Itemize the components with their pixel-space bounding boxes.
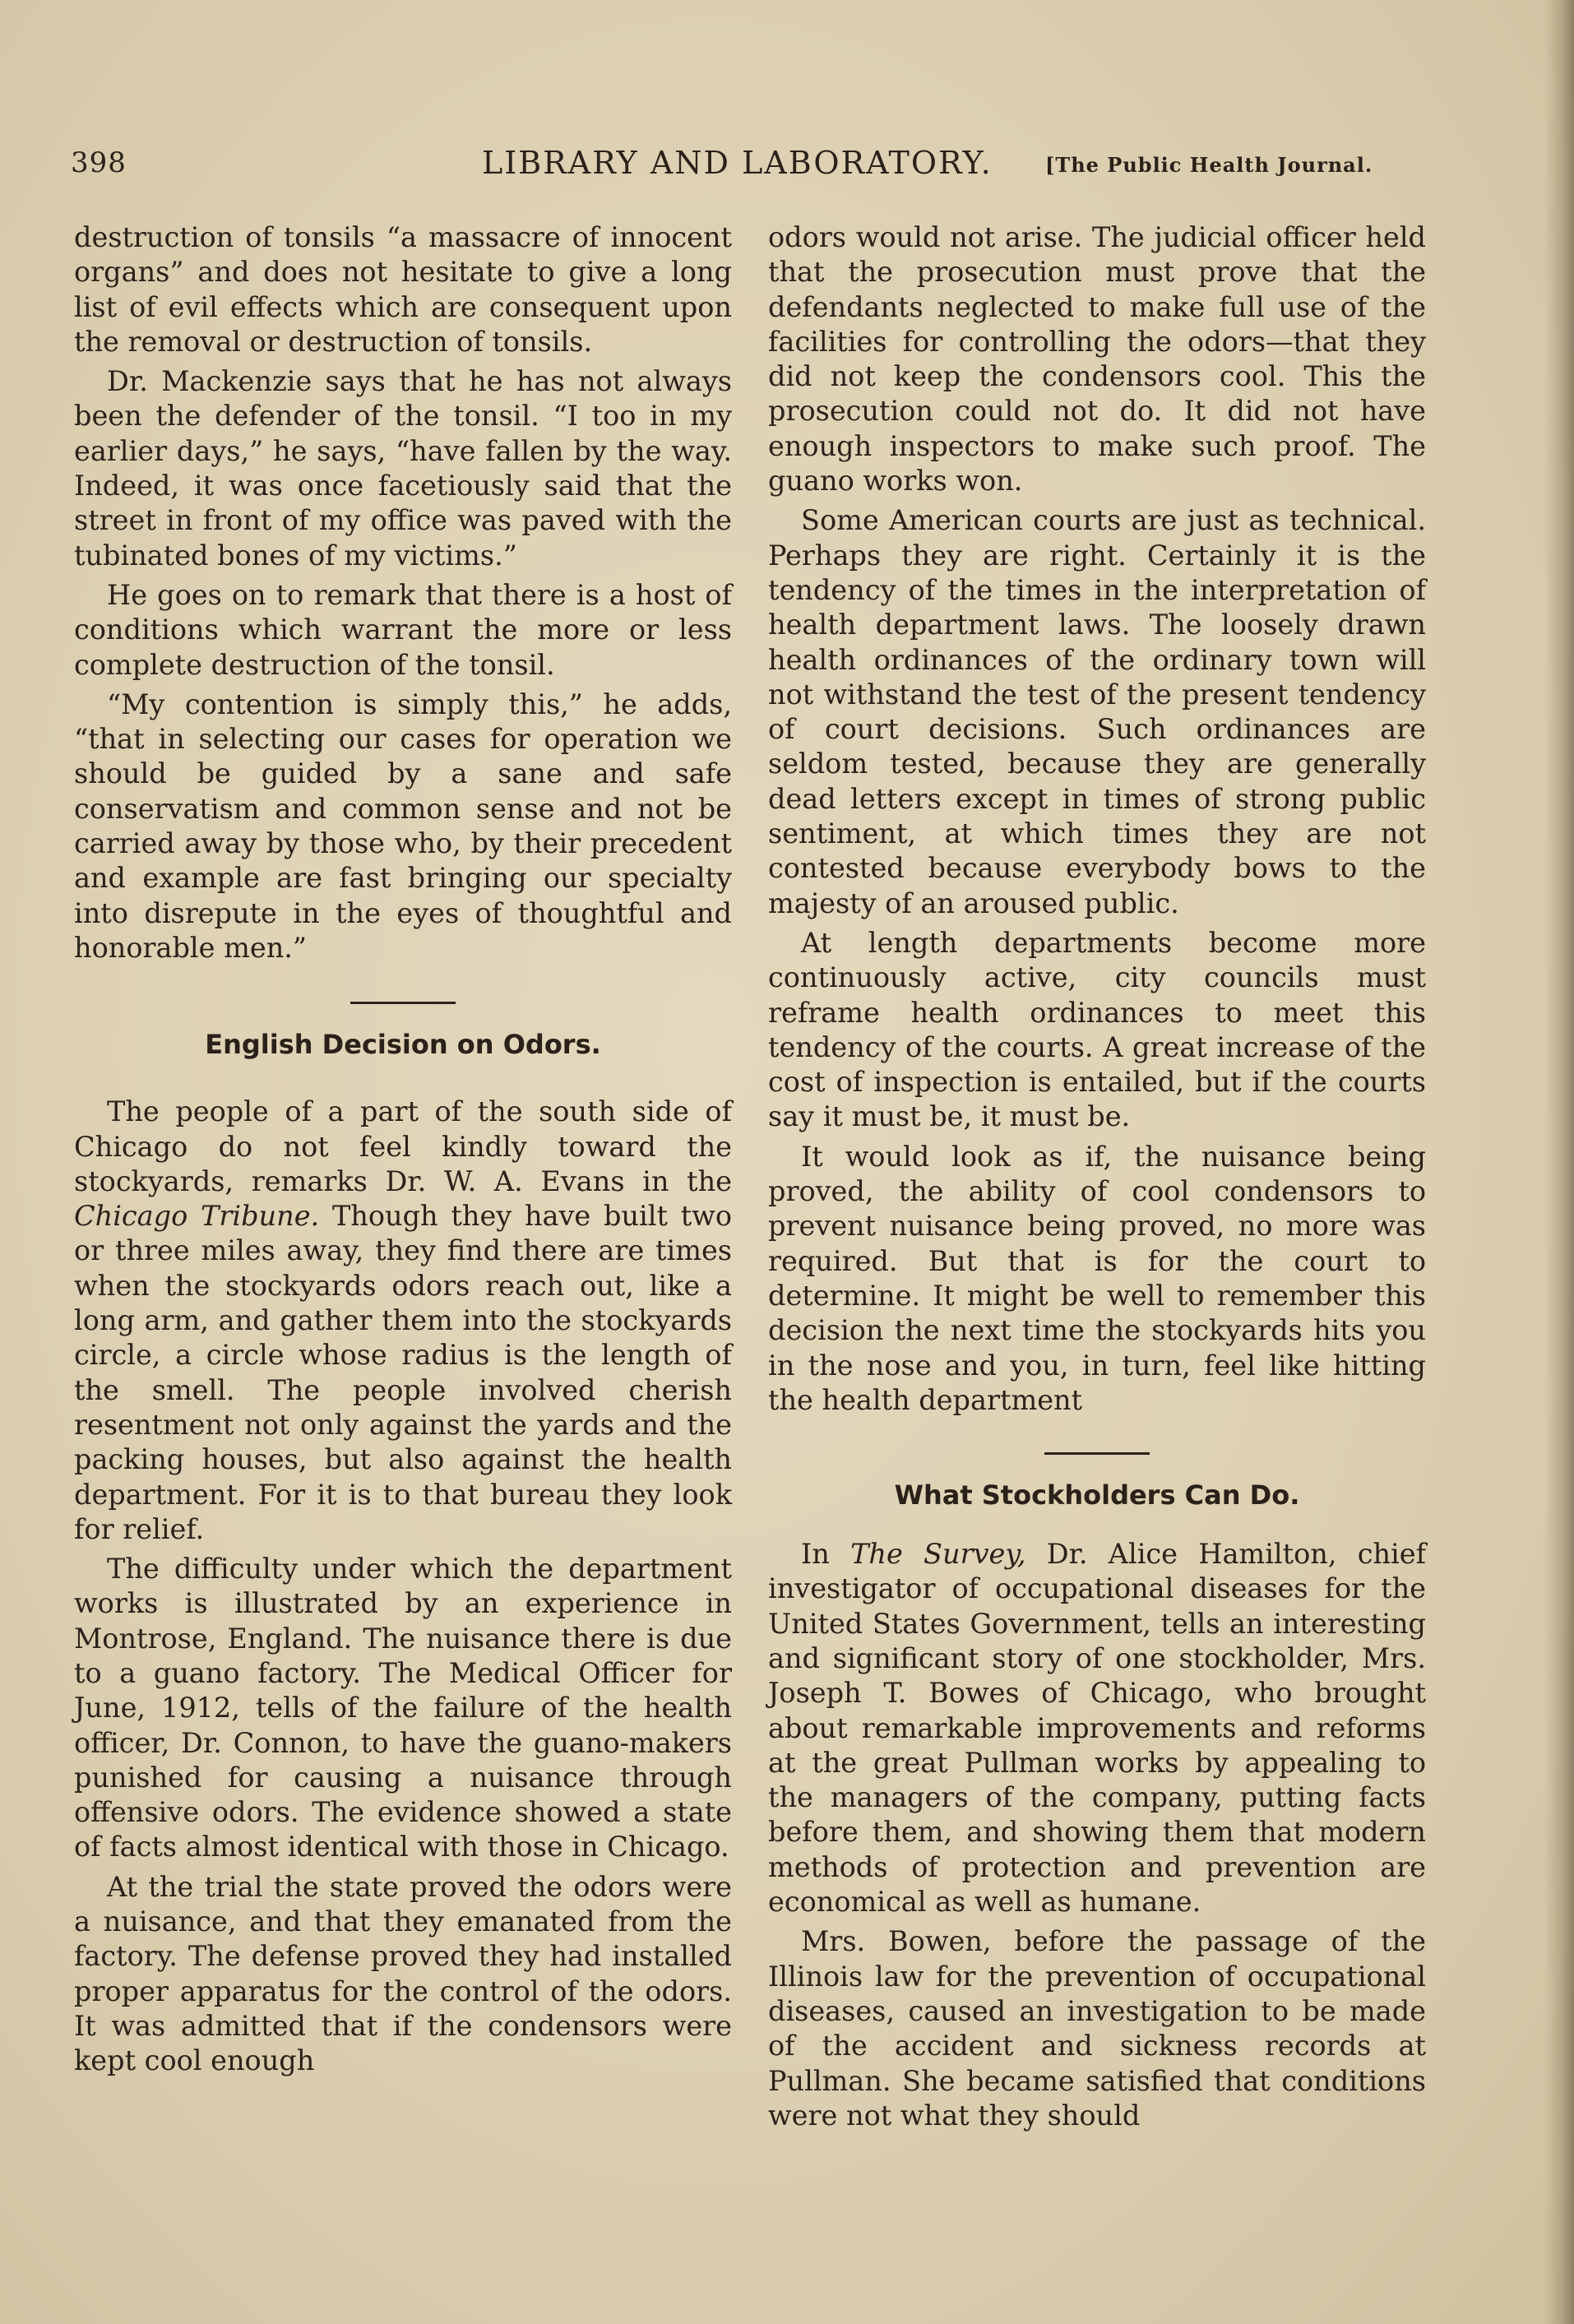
paragraph: Some American courts are just as technical. Perhaps they are right. Certainly it is the tendency of the times in the interpretation of health department laws. The loosely drawn health ordinances of the ordinary town will not withstand the test of the present tendency of court decisions. Such ordinances are seldom tested, because they are generally dead letters except in times of strong public sentiment, at which times they are not contested because everybody bows to the majesty of an aroused public. bbox=[768, 504, 1426, 919]
left-column bbox=[74, 220, 732, 2079]
page-number: 398 bbox=[71, 146, 127, 179]
paragraph: The difficulty under which the department works is illustrated by an experience in Montrose, England. The nuisance there is due to a guano factory. The Medical Officer for June, 1912, tells of the failure of the health officer, Dr. Connon, to have the guano-makers punished for causing a nuisance through offensive odors. The evidence showed a state of facts almost identical with those in Chicago. bbox=[74, 1553, 732, 1863]
paragraph: destruction of tonsils “a massacre of innocent organs” and does not hesitate to give a long list of evil effects which are consequent upon the removal or destruction of tonsils. bbox=[74, 221, 732, 358]
paragraph-text: Though they have built two or three miles away, they find there are times when the stockyards odors reach out, like a long arm, and gather them into the stockyards circle, a circle whose radius is the length of the smell. The people involved cherish resentment not only against the yards and the packing houses, but also against the health department. For it is to that bureau they look for relief. bbox=[74, 1200, 733, 1545]
paragraph-text: The people of a part of the south side of Chicago do not feel kindly toward the stockyards, remarks Dr. W. A. Evans in the bbox=[74, 1095, 732, 1197]
paragraph: At length departments become more continuously active, city councils must reframe health ordinances to meet this tendency of the courts. A great increase of the cost of inspection is entailed, but if the courts say it must be, it must be. bbox=[768, 926, 1426, 1133]
paragraph: At the trial the state proved the odors were a nuisance, and that they emanated from the factory. The defense proved they had installed proper apparatus for the control of the odors. It was admitted that if the condensors were kept cool enough bbox=[74, 1870, 732, 2077]
publication-title: Chicago Tribune. bbox=[74, 1200, 320, 1233]
page-edge-shadow bbox=[1544, 0, 1574, 2324]
running-header bbox=[71, 141, 1419, 187]
paragraph: Mrs. Bowen, before the passage of the Illinois law for the prevention of occupational diseases, caused an investigation to be made of the accident and sickness records at Pullman. She became satisfied that conditions were not what they should bbox=[768, 1925, 1426, 2132]
paragraph bbox=[768, 1537, 1426, 1919]
section-divider bbox=[1044, 1452, 1150, 1455]
paragraph bbox=[74, 1095, 732, 1547]
right-column bbox=[768, 220, 1426, 2133]
running-title: LIBRARY AND LABORATORY. bbox=[482, 145, 993, 181]
paragraph: Dr. Mackenzie says that he has not always been the defender of the tonsil. “I too in my earlier days,” he says, “have fallen by the way. Indeed, it was once facetiously said that the street in front of my office was paved with the tubinated bones of my victims.” bbox=[74, 365, 732, 572]
publication-title: The Survey, bbox=[850, 1538, 1026, 1571]
section-divider bbox=[350, 1002, 456, 1004]
paragraph-text: In bbox=[801, 1538, 851, 1571]
paragraph: odors would not arise. The judicial officer held that the prosecution must prove that the defendants neglected to make full use of the facilities for controlling the odors—that they did not keep the condensors cool. This the prosecution could not do. It did not have enough inspectors to make such proof. The guano works won. bbox=[768, 221, 1426, 498]
paragraph-text: Dr. Alice Hamilton, chief investigator of occupational diseases for the United States Government, tells an interesting and significant story of one stockholder, Mrs. Joseph T. Bowes of Chicago, who brought about remarkable improvements and reforms at the great Pullman works by appealing to the managers of the company, putting facts before them, and showing them that modern methods of protection and prevention are economical as well as humane. bbox=[768, 1538, 1426, 1919]
journal-name: [The Public Health Journal. bbox=[1045, 153, 1373, 177]
section-heading-odors: English Decision on Odors. bbox=[205, 1029, 601, 1061]
section-heading-stockholders: What Stockholders Can Do. bbox=[894, 1479, 1300, 1512]
paragraph: He goes on to remark that there is a host of conditions which warrant the more or less complete destruction of the tonsil. bbox=[74, 578, 732, 681]
paragraph: It would look as if, the nuisance being proved, the ability of cool condensors to prevent nuisance being proved, no more was required. But that is for the court to determine. It might be well to remember this decision the next time the stockyards hits you in the nose and you, in turn, feel like hitting the health department bbox=[768, 1140, 1426, 1416]
paragraph: “My contention is simply this,” he adds, “that in selecting our cases for operation we should be guided by a sane and safe conservatism and common sense and not be carried away by those who, by their precedent and example are fast bringing our specialty into disrepute in the eyes of thoughtful and honorable men.” bbox=[74, 687, 732, 964]
